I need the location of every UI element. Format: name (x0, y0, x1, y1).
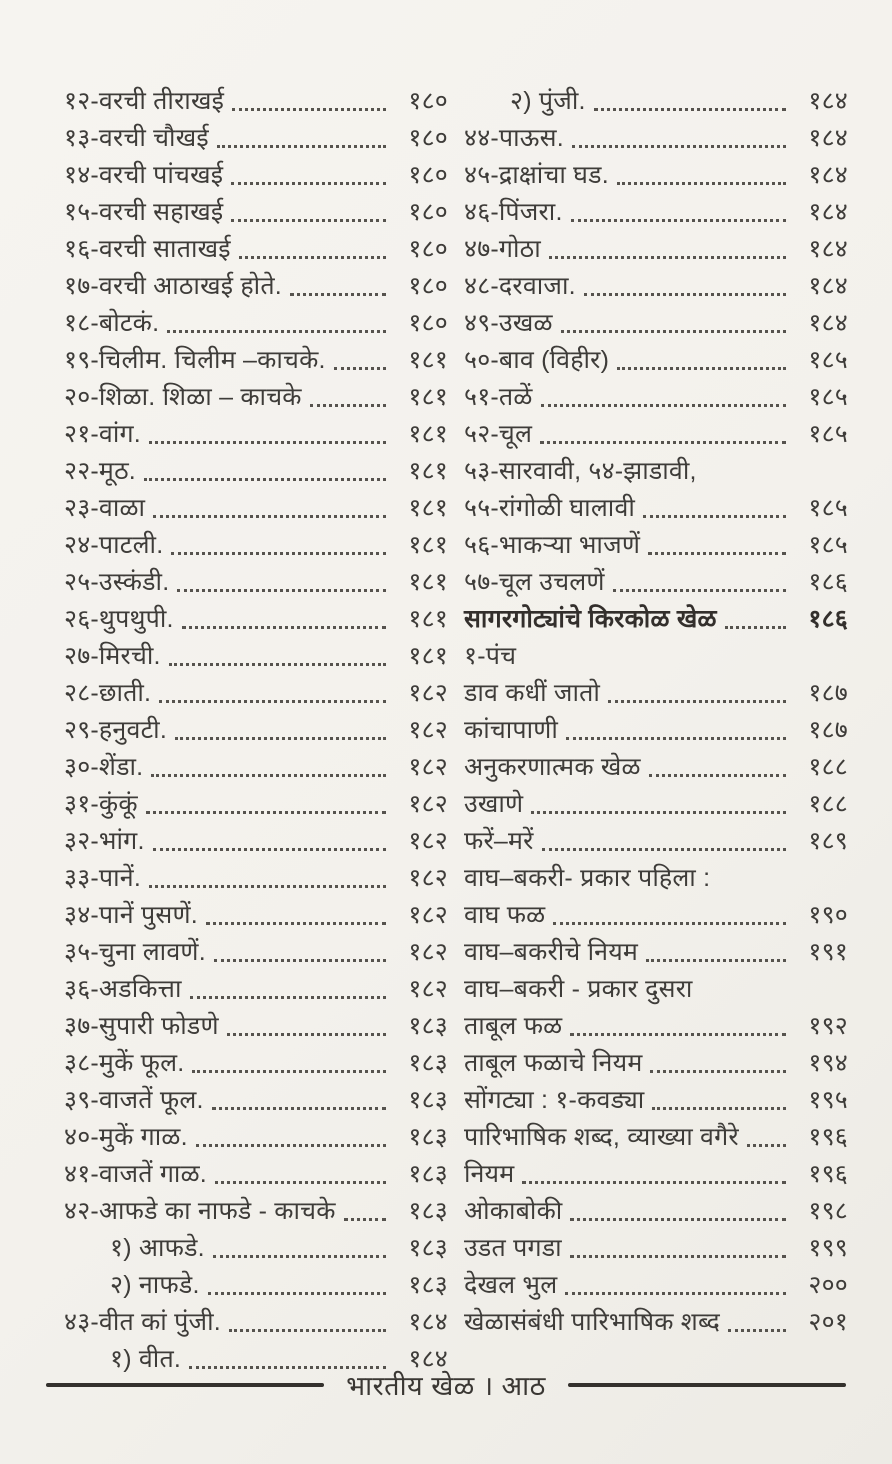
toc-entry-title: डाव कधीं जातो (464, 679, 601, 707)
toc-entry-title: कांचापाणी (464, 716, 559, 744)
dot-leader (531, 811, 786, 814)
toc-entry-page: १८१ (408, 568, 448, 596)
toc-entry-title: ४१-वाजतें गाळ. (64, 1160, 207, 1188)
toc-entry (64, 1157, 448, 1194)
toc-entry (64, 269, 448, 306)
dot-leader (648, 552, 786, 555)
footer-title: भारतीय खेळ । आठ (346, 1371, 546, 1401)
page-footer (0, 1366, 892, 1403)
toc-entry (464, 343, 848, 380)
dot-leader (725, 626, 786, 629)
toc-entry-title: २७-मिरची. (64, 642, 161, 670)
toc-entry-page: १८२ (408, 938, 448, 966)
toc-entry-page: १८२ (408, 790, 448, 818)
toc-entry-title: ५०-बाव (विहीर) (464, 346, 610, 374)
toc-entry-title: ४९-उखळ (464, 309, 553, 337)
toc-entry-page: १८५ (808, 420, 848, 448)
toc-entry (464, 195, 848, 232)
dot-leader (643, 515, 786, 518)
dot-leader (617, 182, 786, 185)
dot-leader (608, 700, 786, 703)
toc-entry-page: १८६ (808, 605, 848, 633)
toc-entry-page: १८४ (408, 1308, 448, 1336)
toc-entry-title: सोंगट्या : १-कवड्या (464, 1086, 645, 1114)
toc-entry-title: २) नाफडे. (110, 1271, 200, 1299)
dot-leader (561, 330, 786, 333)
dot-leader (175, 737, 386, 740)
toc-entry-page: १९८ (808, 1197, 848, 1225)
dot-leader (747, 1144, 786, 1147)
toc-entry-page: १८२ (408, 679, 448, 707)
toc-entry (64, 1305, 448, 1342)
toc-entry (64, 84, 448, 121)
toc-entry-title: वाघ–बकरी - प्रकार दुसरा (464, 975, 693, 1003)
toc-entry-title: वाघ–बकरीचे नियम (464, 938, 639, 966)
toc-entry (64, 1083, 448, 1120)
toc-entry (464, 1083, 848, 1120)
dot-leader (192, 1070, 386, 1073)
toc-entry-page: १८४ (808, 198, 848, 226)
toc-entry (464, 158, 848, 195)
toc-entry (464, 972, 848, 1009)
toc-entry-title: ५६-भाकऱ्या भाजणें (464, 531, 641, 559)
toc-entry-page: १८३ (408, 1234, 448, 1262)
toc-entry-title: २९-हनुवटी. (64, 716, 167, 744)
toc-entry-page: १८१ (408, 346, 448, 374)
toc-entry (64, 232, 448, 269)
dot-leader (144, 478, 386, 481)
dot-leader (594, 108, 786, 111)
dot-leader (553, 922, 786, 925)
toc-entry (464, 1305, 848, 1342)
toc-entry-title: २४-पाटली. (64, 531, 164, 559)
dot-leader (214, 959, 386, 962)
toc-entry (464, 676, 848, 713)
toc-entry-page: १८७ (808, 679, 848, 707)
toc-entry-page: १८५ (808, 494, 848, 522)
toc-entry-title: १-पंच (464, 642, 517, 670)
toc-entry-page: १८० (408, 235, 448, 263)
toc-entry-title: १९-चिलीम. चिलीम –काचके. (64, 346, 326, 374)
toc-entry (464, 528, 848, 565)
toc-entry (64, 1009, 448, 1046)
dot-leader (239, 256, 386, 259)
toc-entry-title: ४०-मुकें गाळ. (64, 1123, 188, 1151)
toc-entry-title: १४-वरची पांचखई (64, 161, 224, 189)
dot-leader (217, 145, 386, 148)
toc-entry (464, 898, 848, 935)
toc-entry-page: १८६ (808, 568, 848, 596)
toc-entry (464, 750, 848, 787)
toc-entry-page: १८१ (408, 642, 448, 670)
toc-entry-title: ओकाबोकी (464, 1197, 563, 1225)
toc-entry-title: उडत पगडा (464, 1234, 562, 1262)
toc-entry-title: ताबूल फळ (464, 1012, 563, 1040)
toc-entry (64, 750, 448, 787)
toc-entry-title: १७-वरची आठाखई होते. (64, 272, 282, 300)
dot-leader (208, 1292, 386, 1295)
toc-entry-page: १९४ (808, 1049, 848, 1077)
toc-entry-page: १९६ (808, 1160, 848, 1188)
toc-entry (64, 1046, 448, 1083)
toc-entry-page: १८३ (408, 1271, 448, 1299)
dot-leader (153, 515, 386, 518)
dot-leader (570, 1255, 786, 1258)
dot-leader (171, 552, 386, 555)
dot-leader (177, 589, 386, 592)
toc-entry-title: नियम (464, 1160, 515, 1188)
toc-entry-page: १८४ (408, 1345, 448, 1373)
toc-entry-title: ३१-कुंकूं (64, 790, 138, 818)
toc-entry-page: २०० (808, 1271, 848, 1299)
toc-entry-title: ३५-चुना लावणें. (64, 938, 206, 966)
toc-entry (464, 1120, 848, 1157)
toc-entry (464, 602, 848, 639)
toc-entry (64, 306, 448, 343)
toc-entry-page: १८८ (808, 790, 848, 818)
toc-entry (464, 84, 848, 121)
toc-entry (64, 343, 448, 380)
toc-entry (64, 1268, 448, 1305)
dot-leader (542, 848, 786, 851)
toc-entry-title: ५७-चूल उचलणें (464, 568, 605, 596)
toc-entry-title: देखल भुल (464, 1271, 558, 1299)
dot-leader (231, 219, 386, 222)
toc-entry-page: १८३ (408, 1049, 448, 1077)
toc-entry-title: ५२-चूल (464, 420, 533, 448)
toc-entry (464, 121, 848, 158)
toc-entry (464, 861, 848, 898)
dot-leader (151, 774, 386, 777)
toc-entry-page: १८४ (808, 272, 848, 300)
toc-entry (464, 269, 848, 306)
toc-entry-page: १८४ (808, 124, 848, 152)
toc-entry-page: १८० (408, 198, 448, 226)
toc-entry-page: १८० (408, 272, 448, 300)
dot-leader (149, 441, 386, 444)
toc-entry (64, 158, 448, 195)
toc-entry-title: ३६-अडकित्ता (64, 975, 182, 1003)
toc-entry (64, 417, 448, 454)
dot-leader (565, 1292, 786, 1295)
toc-entry-page: १८४ (808, 87, 848, 115)
dot-leader (572, 145, 786, 148)
toc-entry (64, 824, 448, 861)
dot-leader (570, 1218, 786, 1221)
toc-entry-page: १९२ (808, 1012, 848, 1040)
toc-entry (64, 454, 448, 491)
dot-leader (290, 293, 386, 296)
toc-entry (64, 935, 448, 972)
toc-entry-title: ४८-दरवाजा. (464, 272, 576, 300)
toc-entry-title: वाघ–बकरी- प्रकार पहिला : (464, 864, 711, 892)
toc-entry (464, 787, 848, 824)
toc-entry-title: सागरगोट्यांचे किरकोळ खेळ (464, 605, 717, 633)
toc-entry (464, 232, 848, 269)
toc-entry (64, 565, 448, 602)
dot-leader (570, 1033, 786, 1036)
toc-entry (464, 935, 848, 972)
dot-leader (728, 1329, 786, 1332)
toc-entry (464, 824, 848, 861)
toc-entry-page: १८० (408, 309, 448, 337)
dot-leader (167, 330, 386, 333)
toc-entry-page: १९५ (808, 1086, 848, 1114)
toc-entry-title: १६-वरची साताखई (64, 235, 231, 263)
dot-leader (232, 108, 386, 111)
dot-leader (540, 441, 786, 444)
toc-entry-title: ४७-गोठा (464, 235, 541, 263)
toc-entry-page: १८७ (808, 716, 848, 744)
toc-entry-page: १९६ (808, 1123, 848, 1151)
toc-entry (64, 676, 448, 713)
dot-leader (149, 885, 386, 888)
toc-entry-page: १९० (808, 901, 848, 929)
dot-leader (213, 1255, 386, 1258)
toc-entry (464, 380, 848, 417)
toc-entry-page: १८२ (408, 716, 448, 744)
toc-entry-title: २६-थुपथुपी. (64, 605, 174, 633)
dot-leader (650, 1070, 786, 1073)
dot-leader (549, 256, 786, 259)
toc-entry (464, 306, 848, 343)
toc-entry-page: १८३ (408, 1123, 448, 1151)
dot-leader (196, 1144, 386, 1147)
dot-leader (182, 626, 386, 629)
dot-leader (206, 922, 386, 925)
toc-entry (64, 528, 448, 565)
toc-entry-title: ४२-आफडे का नाफडे - काचके (64, 1197, 336, 1225)
toc-entry-page: १९९ (808, 1234, 848, 1262)
dot-leader (153, 848, 386, 851)
toc-entry (64, 713, 448, 750)
toc-entry (64, 639, 448, 676)
toc-entry (64, 380, 448, 417)
toc-entry (464, 1231, 848, 1268)
toc-entry-page: १९१ (808, 938, 848, 966)
toc-entry-page: १८३ (408, 1012, 448, 1040)
toc-entry (464, 417, 848, 454)
toc-entry-title: ५१-तळें (464, 383, 533, 411)
toc-entry-title: ४६-पिंजरा. (464, 198, 563, 226)
toc-entry-title: २२-मूठ. (64, 457, 136, 485)
toc-entry-title: १३-वरची चौखई (64, 124, 209, 152)
toc-entry-title: २८-छाती. (64, 679, 152, 707)
toc-entry-page: १८१ (408, 494, 448, 522)
toc-entry-title: १५-वरची सहाखई (64, 198, 224, 226)
toc-entry (464, 1268, 848, 1305)
toc-entry (464, 491, 848, 528)
toc-entry (464, 1009, 848, 1046)
toc-entry (464, 1157, 848, 1194)
toc-entry (64, 195, 448, 232)
dot-leader (146, 811, 386, 814)
toc-entry-page: १८८ (808, 753, 848, 781)
footer-rule-right (568, 1383, 846, 1387)
dot-leader (169, 663, 386, 666)
dot-leader (229, 1329, 386, 1332)
toc-entry-page: १८९ (808, 827, 848, 855)
toc-entry-page: १८१ (408, 605, 448, 633)
toc-entry-title: ३७-सुपारी फोडणे (64, 1012, 219, 1040)
toc-entry-page: १८० (408, 87, 448, 115)
toc-entry-page: १८३ (408, 1086, 448, 1114)
dot-leader (310, 404, 386, 407)
dot-leader (159, 700, 386, 703)
toc-entry-title: ३३-पानें. (64, 864, 142, 892)
toc-entry-title: २५-उस्कंडी. (64, 568, 170, 596)
toc-entry (64, 491, 448, 528)
toc-entry-title: ४३-वीत कां पुंजी. (64, 1308, 221, 1336)
toc-entry-title: ३२-भांग. (64, 827, 145, 855)
toc-entry-page: १८२ (408, 864, 448, 892)
toc-entry-title: १) आफडे. (110, 1234, 205, 1262)
toc-entry-title: २) पुंजी. (510, 87, 586, 115)
footer-rule-left (46, 1383, 324, 1387)
toc-entry (64, 602, 448, 639)
dot-leader (617, 367, 786, 370)
toc-entry (464, 713, 848, 750)
toc-entry-title: ताबूल फळाचे नियम (464, 1049, 643, 1077)
toc-entry-page: १८५ (808, 383, 848, 411)
toc-entry-title: २१-वांग. (64, 420, 141, 448)
toc-entry-page: २०१ (808, 1308, 848, 1336)
dot-leader (646, 959, 786, 962)
toc-entry-page: १८२ (408, 753, 448, 781)
toc-entry (64, 787, 448, 824)
toc-column-left (64, 84, 448, 1379)
toc-entry-title: १) वीत. (110, 1345, 182, 1373)
toc-entry-page: १८४ (808, 235, 848, 263)
toc-entry-title: ४५-द्राक्षांचा घड. (464, 161, 609, 189)
toc-entry (64, 898, 448, 935)
toc-entry-page: १८१ (408, 420, 448, 448)
toc-entry-page: १८१ (408, 531, 448, 559)
toc-entry (464, 1194, 848, 1231)
toc-entry-page: १८० (408, 124, 448, 152)
toc-entry-title: ४४-पाऊस. (464, 124, 564, 152)
toc-entry-title: ३९-वाजतें फूल. (64, 1086, 204, 1114)
toc-entry-title: २३-वाळा (64, 494, 146, 522)
dot-leader (584, 293, 786, 296)
toc-entry-title: खेळासंबंधी पारिभाषिक शब्द (464, 1308, 720, 1336)
toc-entry-page: १८३ (408, 1197, 448, 1225)
toc-entry-title: १२-वरची तीराखई (64, 87, 225, 115)
toc-entry (64, 1194, 448, 1231)
toc-entry-page: १८० (408, 161, 448, 189)
toc-entry (64, 1120, 448, 1157)
dot-leader (334, 367, 386, 370)
toc-entry (464, 1046, 848, 1083)
toc-entry-title: ३८-मुकें फूल. (64, 1049, 185, 1077)
toc-entry-title: ५५-रांगोळी घालावी (464, 494, 636, 522)
toc-entry (64, 121, 448, 158)
dot-leader (522, 1181, 786, 1184)
toc-entry-page: १८४ (808, 161, 848, 189)
dot-leader (227, 1033, 386, 1036)
dot-leader (541, 404, 786, 407)
dot-leader (613, 589, 786, 592)
toc-entry-page: १८१ (408, 383, 448, 411)
toc-entry (64, 861, 448, 898)
dot-leader (571, 219, 786, 222)
toc-entry (464, 565, 848, 602)
toc-entry (464, 454, 848, 491)
toc-entry-title: ३०-शेंडा. (64, 753, 144, 781)
toc-entry-title: ५३-सारवावी, ५४-झाडावी, (464, 457, 697, 485)
toc-entry (64, 972, 448, 1009)
toc-entry-page: १८५ (808, 346, 848, 374)
toc-entry-title: ३४-पानें पुसणें. (64, 901, 198, 929)
toc-entry-title: अनुकरणात्मक खेळ (464, 753, 641, 781)
toc-entry-title: वाघ फळ (464, 901, 546, 929)
toc-entry-title: पारिभाषिक शब्द, व्याख्या वगैरे (464, 1123, 739, 1151)
toc-entry-title: २०-शिळा. शिळा – काचके (64, 383, 302, 411)
toc-entry-title: फरें–मरें (464, 827, 534, 855)
dot-leader (215, 1181, 386, 1184)
dot-leader (212, 1107, 386, 1110)
dot-leader (649, 774, 786, 777)
toc-entry-title: उखाणे (464, 790, 524, 818)
dot-leader (344, 1218, 386, 1221)
toc-entry-page: १८४ (808, 309, 848, 337)
toc-entry (464, 639, 848, 676)
toc-column-right (464, 84, 848, 1342)
toc-entry (64, 1231, 448, 1268)
dot-leader (652, 1107, 786, 1110)
dot-leader (190, 996, 386, 999)
dot-leader (231, 182, 386, 185)
toc-entry-page: १८५ (808, 531, 848, 559)
toc-entry-page: १८३ (408, 1160, 448, 1188)
toc-entry-title: १८-बोटकं. (64, 309, 160, 337)
toc-entry-page: १८२ (408, 827, 448, 855)
toc-entry-page: १८२ (408, 901, 448, 929)
dot-leader (566, 737, 786, 740)
toc-entry-page: १८२ (408, 975, 448, 1003)
toc-entry-page: १८१ (408, 457, 448, 485)
